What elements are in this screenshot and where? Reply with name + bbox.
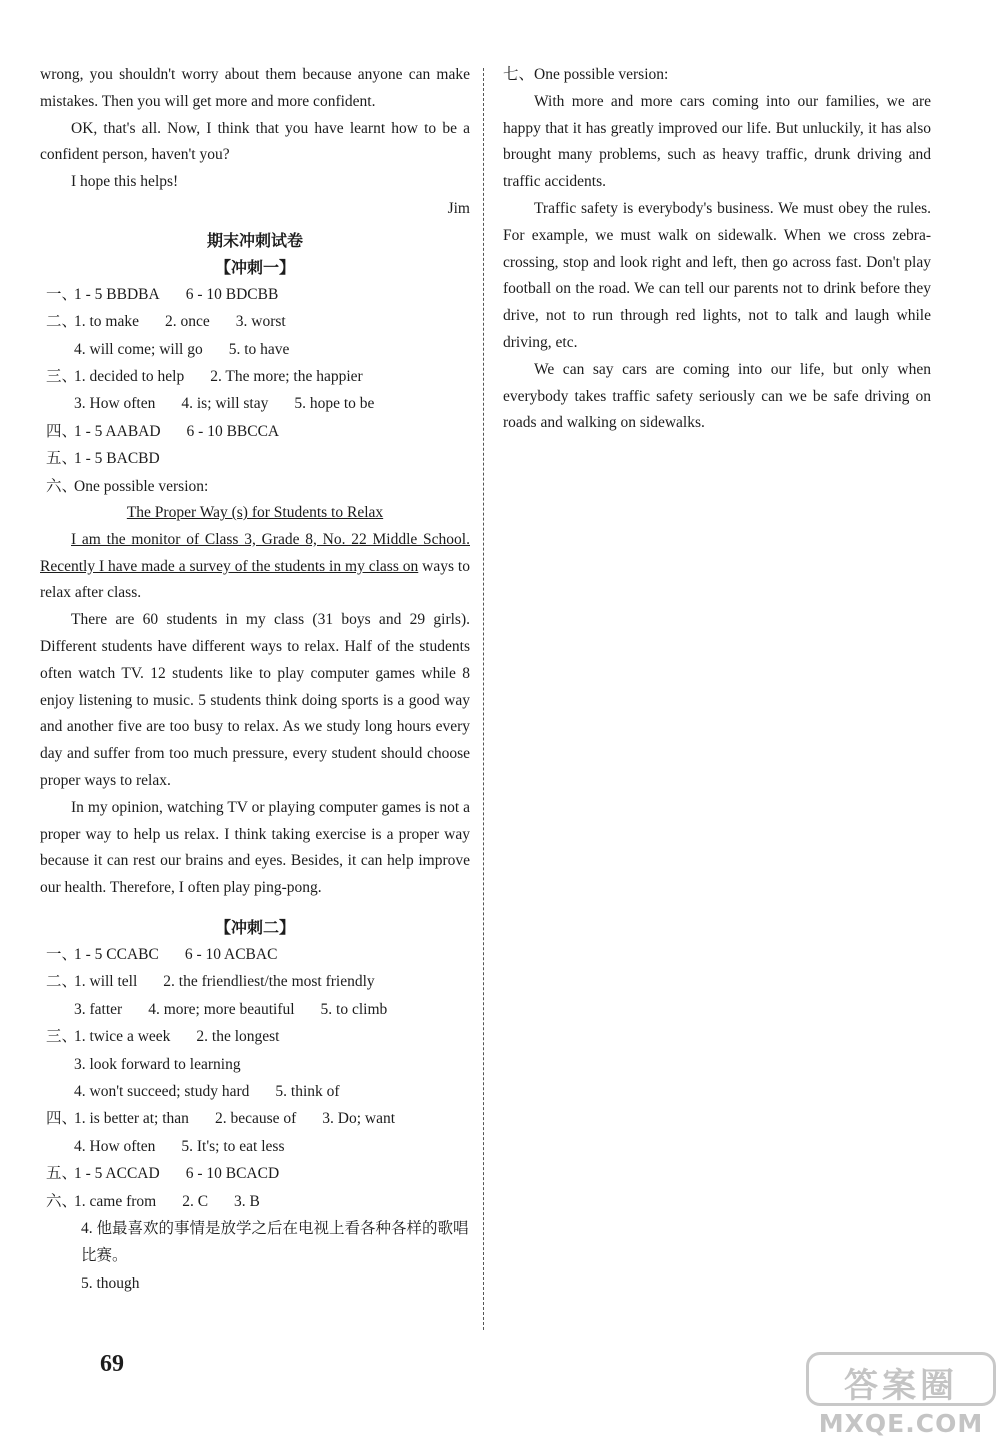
answer-item: 5. to have — [228, 340, 290, 358]
answer-row — [40, 281, 470, 308]
answer-item: 1 - 5 ACCAD — [74, 1165, 160, 1183]
answer-item: 1 - 5 CCABC — [74, 945, 159, 963]
sprint1-answers — [40, 281, 470, 500]
question-number: 三、 — [46, 1028, 78, 1046]
answer-item: 5. hope to be — [294, 395, 375, 413]
essay-paragraph: In my opinion, watching TV or playing computer games is not a proper way to help us relax. I think taking exercise is a proper way because it can rest our brains and eyes. Besides, it can help improve our health. Therefore, I often play ping-pong. — [40, 798, 470, 897]
answer-row — [40, 1078, 470, 1105]
answer-item: 1. decided to help — [74, 368, 185, 385]
answer-item: 4. won't succeed; study hard — [74, 1083, 250, 1101]
answer-item: 5. think of — [275, 1083, 340, 1101]
answer-item: 2. once — [165, 313, 210, 331]
column-divider — [483, 68, 484, 1330]
answer-row — [40, 390, 470, 417]
question-number: 四、 — [46, 422, 78, 440]
answer-item: 6 - 10 BCACD — [185, 1165, 280, 1183]
answer-row — [40, 1023, 470, 1050]
answer-item: 6 - 10 BDCBB — [185, 285, 279, 303]
answer-item: 3. How often — [74, 395, 156, 413]
composition-paragraph: With more and more cars coming into our families, we are happy that it has greatly improved our life. But unluckily, it has also brought many problems, such as heavy traffic, drunk driving and traffic accidents. — [503, 92, 931, 191]
answer-row — [40, 1105, 470, 1132]
answer-row — [40, 1160, 470, 1187]
answer-row — [40, 445, 470, 472]
letter-text: wrong, you shouldn't worry about them because anyone can make mistakes. Then you will get more and more confident. — [40, 66, 470, 110]
answer-item: 4. is; will stay — [181, 395, 269, 413]
answer-item: 3. fatter — [74, 1000, 123, 1018]
question-number: 四、 — [46, 1110, 78, 1128]
answer-item: 1. twice a week — [74, 1028, 171, 1046]
answer-row — [40, 941, 470, 968]
answer-item: 5. It's; to eat less — [181, 1137, 285, 1155]
answer-item: 6 - 10 BBCCA — [186, 422, 280, 440]
answer-row — [40, 996, 470, 1023]
answer-item: 1. is better at; than — [74, 1110, 189, 1128]
answer-item: 3. look forward to learning — [74, 1055, 241, 1073]
answer-item: 1. will tell — [74, 973, 138, 991]
answer-row — [40, 363, 470, 390]
sprint1-title: 【冲刺一】 — [214, 257, 295, 277]
question-number: 二、 — [46, 313, 78, 331]
question-number: 五、 — [46, 450, 78, 468]
watermark-text: MXQE.COM — [818, 1409, 984, 1438]
essay-paragraph — [40, 527, 470, 607]
answer-item: 2. the longest — [196, 1028, 280, 1046]
answer-row — [40, 1188, 470, 1215]
answer-row — [40, 968, 470, 995]
answer-item: 4. How often — [74, 1137, 156, 1155]
answer-row — [40, 336, 470, 363]
question-number: 一、 — [46, 285, 78, 303]
letter-signature: Jim — [447, 199, 470, 217]
answer-row: 5. though — [81, 1274, 140, 1292]
answer-row — [40, 1133, 470, 1160]
answer-item: One possible version: — [74, 477, 209, 495]
question-number: 六、 — [46, 477, 78, 495]
answer-item: 2. the friendliest/the most friendly — [163, 973, 375, 991]
question-number: 六、 — [46, 1192, 78, 1210]
sprint2-title: 【冲刺二】 — [214, 917, 295, 937]
left-column — [40, 62, 470, 1297]
answer-row — [40, 473, 470, 500]
watermark-chars: 答案圈 — [844, 1366, 958, 1406]
answer-item: 2. C — [182, 1192, 209, 1210]
question-number: 二、 — [46, 973, 78, 991]
essay-text: ways to relax after class. — [40, 557, 470, 602]
answer-item: 3. worst — [235, 313, 286, 331]
essay-underlined-text: I am the monitor of Class 3, Grade 8, No. 22 Middle School. — [71, 530, 470, 548]
composition-paragraph: We can say cars are coming into our life, but only when everybody takes traffic safety seriously can we be safe driving on roads and walking on sidewalks. — [503, 360, 931, 432]
answer-item: 1 - 5 BBDBA — [74, 285, 160, 303]
answer-item: 1 - 5 AABAD — [74, 422, 161, 440]
answer-item: 2. because of — [214, 1110, 297, 1128]
question-number: 三、 — [46, 368, 78, 385]
answer-item: 3. Do; want — [322, 1110, 396, 1128]
answer-row — [40, 1051, 470, 1078]
sprint2-answers — [40, 941, 470, 1215]
section-heading: 七、One possible version: — [503, 66, 669, 83]
section-title: 期末冲刺试卷 — [206, 230, 303, 250]
answer-item: 1 - 5 BACBD — [74, 450, 160, 468]
answer-item: 5. to climb — [320, 1000, 388, 1018]
right-column — [503, 62, 931, 437]
watermark-logo — [806, 1352, 996, 1442]
page-number: 69 — [100, 1351, 124, 1377]
answer-item: 1. to make — [74, 313, 139, 331]
letter-text: I hope this helps! — [71, 173, 179, 191]
answer-row — [40, 418, 470, 445]
essay-paragraph: There are 60 students in my class (31 boys and 29 girls). Different students have different ways to relax. Half of the students often watch TV. 12 students like to play computer games while 8 enjoy listening to music. 5 students think doing sports is a good way and another five are too busy to relax. As we study long hours every day and suffer from too much pressure, every student should choose proper ways to relax. — [40, 611, 470, 789]
answer-item: 2. The more; the happier — [210, 368, 363, 385]
question-number: 五、 — [46, 1165, 78, 1183]
question-number: 一、 — [46, 945, 78, 963]
letter-text: OK, that's all. Now, I think that you have learnt how to be a confident person, haven't you? — [40, 119, 470, 164]
answer-row — [40, 308, 470, 335]
composition-paragraph: Traffic safety is everybody's business. We must obey the rules. For example, we must walk on sidewalk. When we cross zebra-crossing, stop and look right and left, then go across fast. Don't play football on the road. We can tell our parents not to drink before they drive, not to run through red lights, not to talk and laugh while driving, etc. — [503, 199, 931, 351]
essay-title: The Proper Way (s) for Students to Relax — [126, 504, 384, 522]
answer-item: 4. will come; will go — [74, 340, 203, 358]
essay-underlined-text: Recently I have made a survey of the students in my class on — [40, 557, 419, 575]
answer-item: 1. came from — [74, 1192, 157, 1210]
answer-item: 3. B — [234, 1192, 260, 1210]
answer-item: 6 - 10 ACBAC — [184, 945, 278, 963]
answer-row: 4. 他最喜欢的事情是放学之后在电视上看各种各样的歌唱比赛。 — [81, 1220, 469, 1265]
answer-item: 4. more; more beautiful — [148, 1000, 295, 1018]
